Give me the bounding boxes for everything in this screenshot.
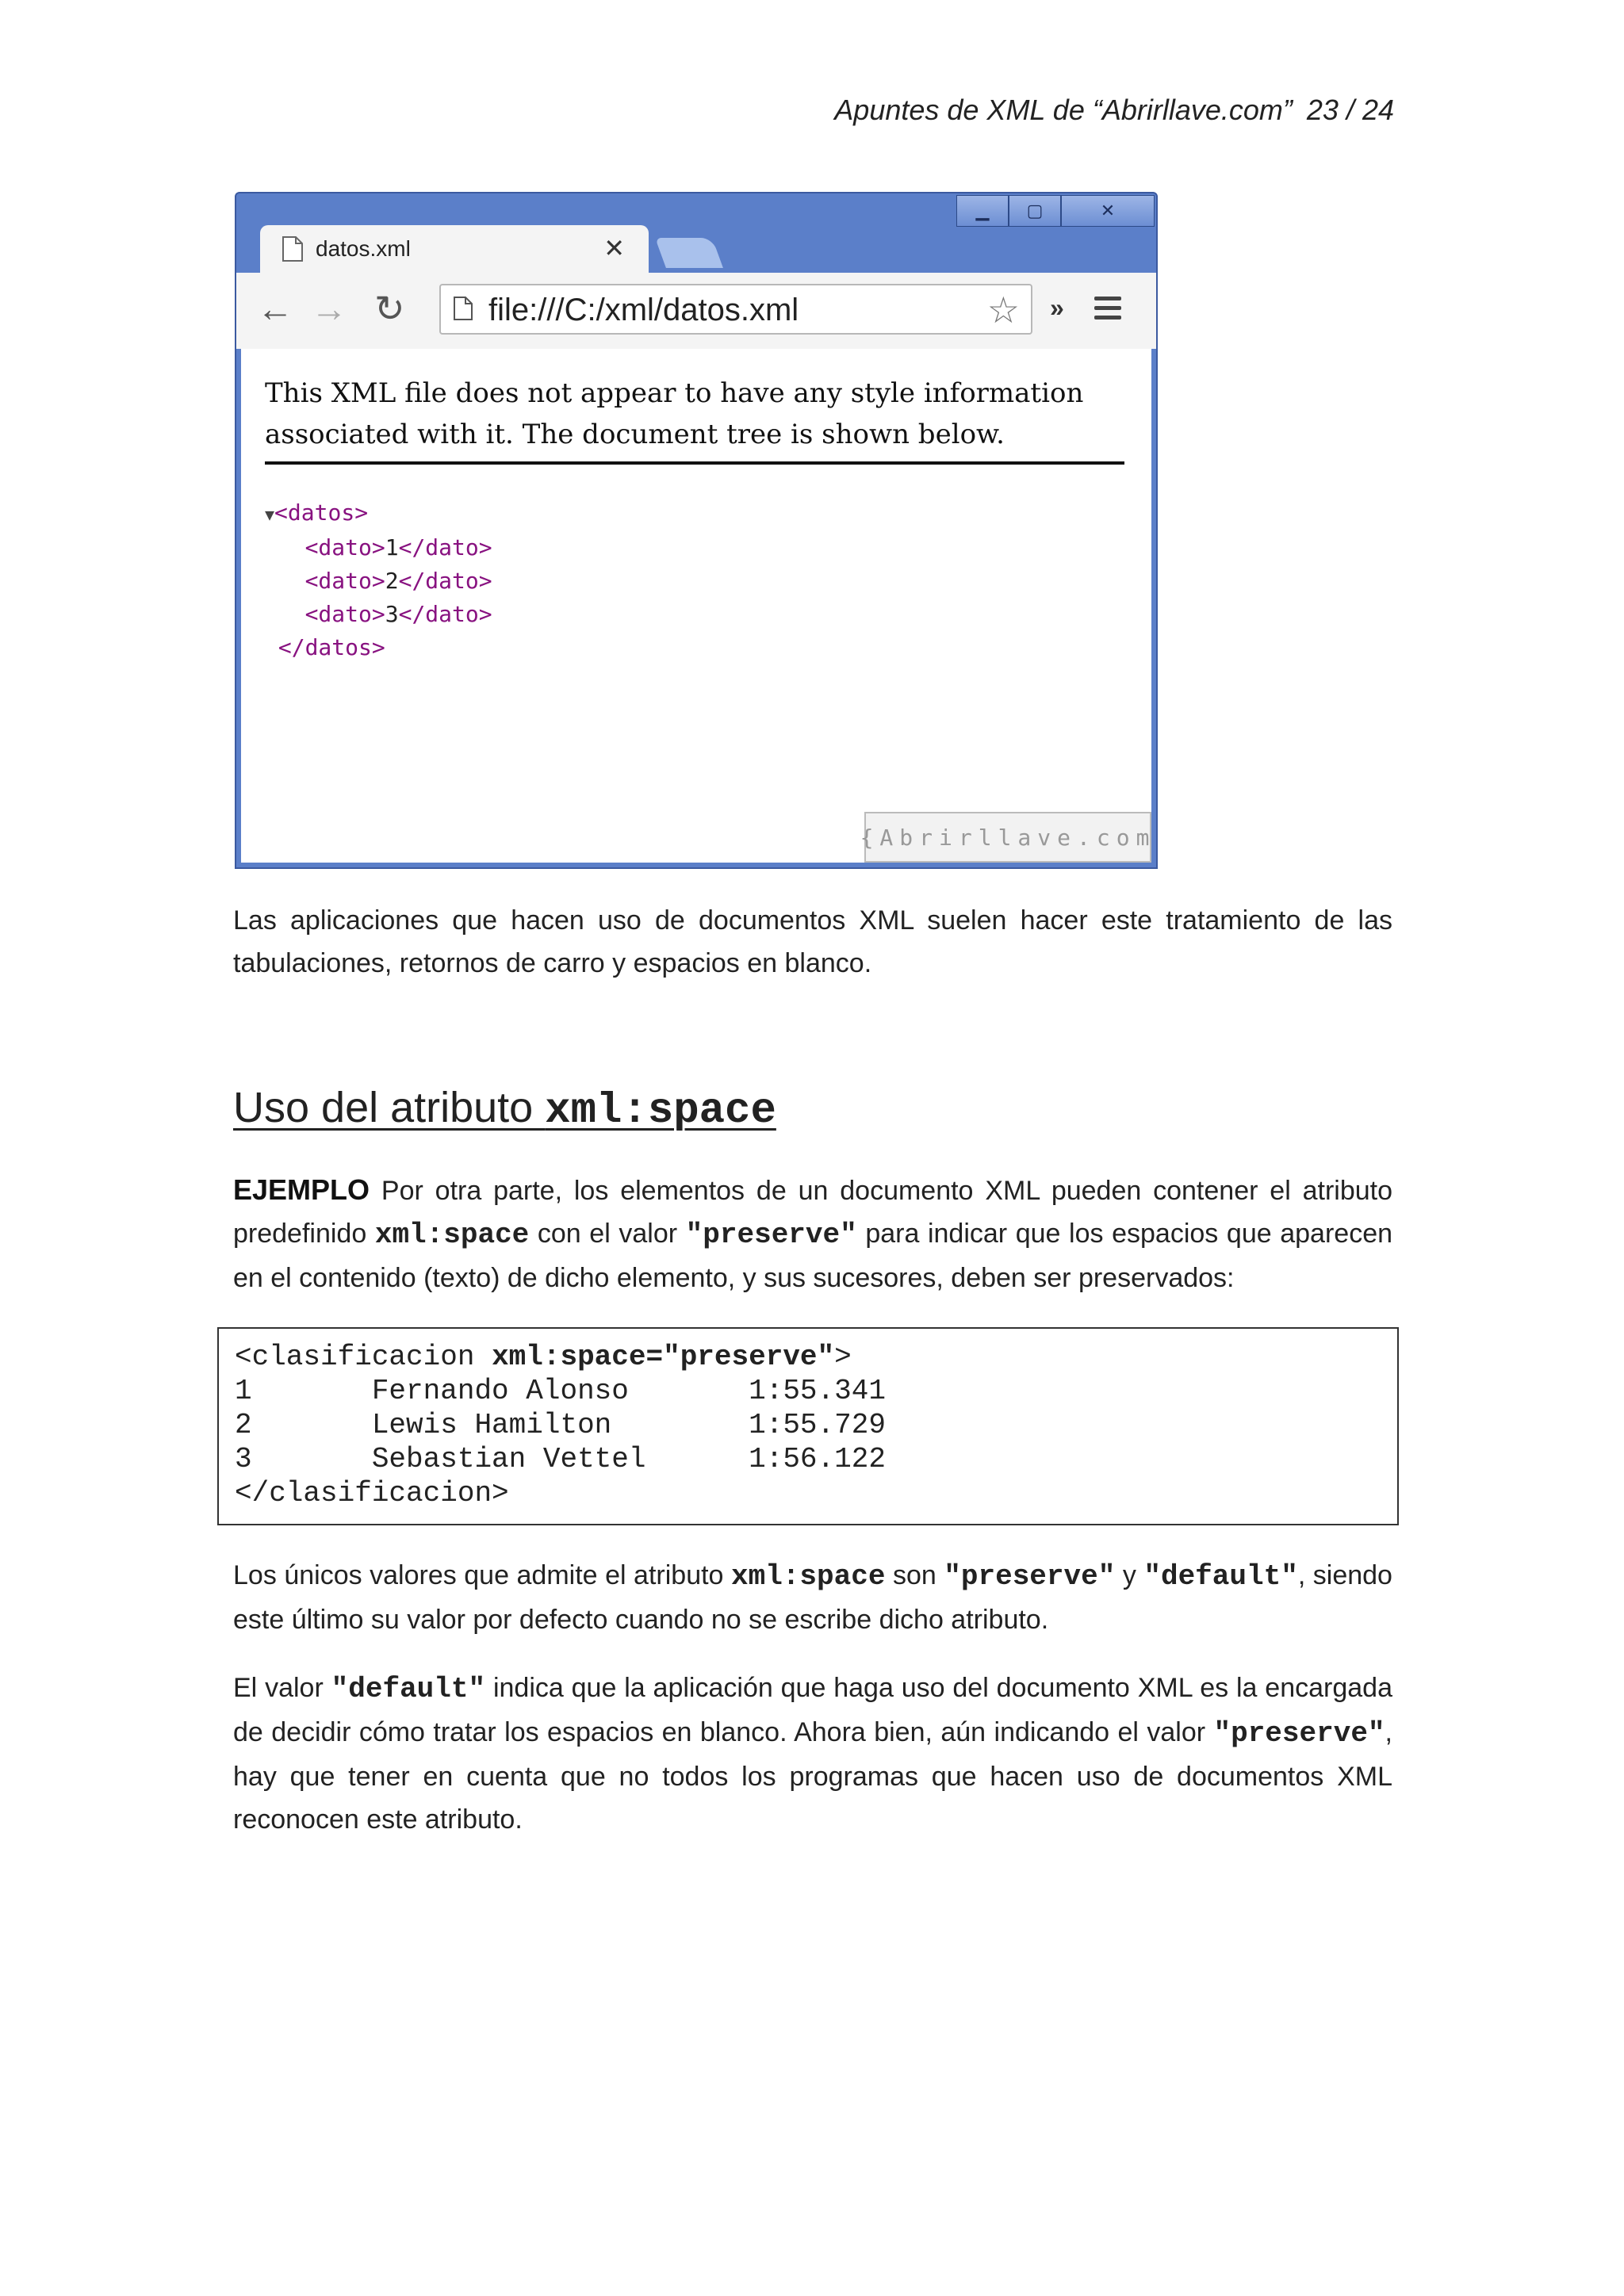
text: para indicar que los espacios que aparecen en el contenido (texto) de dicho elemento, y sus sucesores, deben ser preservados: [233, 1219, 1393, 1293]
paragraph-default [233, 1667, 1392, 1841]
code-example [217, 1327, 1399, 1525]
heading-text: Uso del atributo [233, 1084, 546, 1131]
page-icon [454, 297, 473, 320]
dato-value: 1 [385, 534, 399, 561]
example-label: EJEMPLO [233, 1173, 370, 1206]
text: indica que la aplicación que haga uso del documento XML es la encargada de decidir cómo tratar los espacios en blanco. Ahora bien, aún indicando el valor [233, 1673, 1392, 1747]
page-header [834, 94, 1394, 127]
text: , hay que tener en cuenta que no todos los programas que hacen uso de documentos XML reconocen este atributo. [233, 1717, 1392, 1835]
text: Los únicos valores que admite el atributo [233, 1560, 731, 1590]
inline-code: xml:space [730, 1560, 886, 1593]
text: son [885, 1560, 944, 1590]
dato-value: 3 [385, 601, 399, 627]
browser-screenshot [235, 192, 1158, 869]
bookmark-star-icon[interactable]: ☆ [986, 289, 1020, 331]
paragraph-tratamiento: Las aplicaciones que hacen uso de documentos XML suelen hacer este tratamiento de las tabulaciones, retornos de carro y espacios en blanco. [233, 905, 1392, 978]
code-line: 1 Fernando Alonso 1:55.341 [235, 1375, 886, 1407]
text: y [1115, 1560, 1144, 1590]
tab-close-icon[interactable]: ✕ [603, 234, 625, 262]
inline-code: "preserve" [944, 1560, 1116, 1593]
extensions-chevron-icon[interactable]: » [1050, 293, 1064, 322]
text: Por otra parte, los elementos de un documento XML pueden contener el atributo predefinido [233, 1176, 1392, 1249]
code-line: </clasificacion> [235, 1477, 509, 1510]
tag-close-dato: </dato> [398, 601, 492, 627]
inline-code: "preserve" [685, 1219, 857, 1251]
section-heading [233, 1083, 776, 1135]
paragraph-valores [233, 1554, 1392, 1641]
code-attribute: xml:space="preserve" [492, 1341, 835, 1373]
dato-value: 2 [385, 568, 399, 594]
inline-code: xml:space [374, 1219, 530, 1251]
code-line [235, 1340, 1381, 1374]
menu-icon[interactable] [1094, 297, 1121, 325]
inline-code: "default" [1143, 1560, 1298, 1593]
xml-tree [265, 496, 492, 664]
minimize-button[interactable]: ▁ [956, 195, 1009, 227]
text: con el valor [529, 1219, 686, 1249]
heading-code: xml:space [545, 1087, 776, 1135]
tag-open-datos: <datos> [274, 499, 369, 526]
browser-content [241, 349, 1156, 863]
page-number: 23 / 24 [1306, 94, 1394, 126]
reload-icon[interactable]: ↻ [374, 288, 405, 329]
document-icon [282, 236, 303, 262]
tag-close-dato: </dato> [398, 534, 492, 561]
code-tag-end: > [834, 1341, 852, 1373]
tab-datos-xml[interactable] [260, 225, 649, 273]
inline-code: "preserve" [1213, 1717, 1385, 1750]
code-tag-start: <clasificacion [235, 1341, 492, 1373]
tag-close-dato: </dato> [398, 568, 492, 594]
back-icon[interactable]: ← [257, 288, 293, 329]
divider [265, 461, 1124, 465]
tag-open-dato: <dato> [304, 534, 385, 561]
tab-title: datos.xml [316, 236, 411, 261]
tag-open-dato: <dato> [304, 601, 385, 627]
text: El valor [233, 1673, 331, 1703]
forward-icon[interactable]: → [311, 288, 347, 329]
new-tab-button[interactable] [655, 238, 723, 268]
inline-code: "default" [331, 1673, 486, 1705]
maximize-button[interactable]: ▢ [1009, 195, 1061, 227]
browser-toolbar [236, 273, 1156, 349]
collapse-triangle-icon[interactable]: ▼ [265, 505, 275, 524]
code-line: 2 Lewis Hamilton 1:55.729 [235, 1409, 886, 1441]
xml-style-notice: This XML file does not appear to have any style information associated with it. The document tree is shown below. [265, 377, 1084, 450]
tag-open-dato: <dato> [304, 568, 385, 594]
address-bar[interactable] [439, 284, 1032, 335]
window-close-button[interactable]: ✕ [1061, 195, 1155, 227]
header-title: Apuntes de XML de “Abrirllave.com” [834, 94, 1293, 126]
tag-close-datos: </datos> [278, 634, 385, 660]
code-line: 3 Sebastian Vettel 1:56.122 [235, 1443, 886, 1475]
text: , siendo este último su valor por defecto cuando no se escribe dicho atributo. [233, 1560, 1392, 1635]
url-text: file:///C:/xml/datos.xml [488, 293, 799, 327]
window-controls [956, 195, 1155, 227]
paragraph-ejemplo [233, 1169, 1392, 1299]
watermark-logo: {Abrirllave.com [864, 812, 1151, 863]
